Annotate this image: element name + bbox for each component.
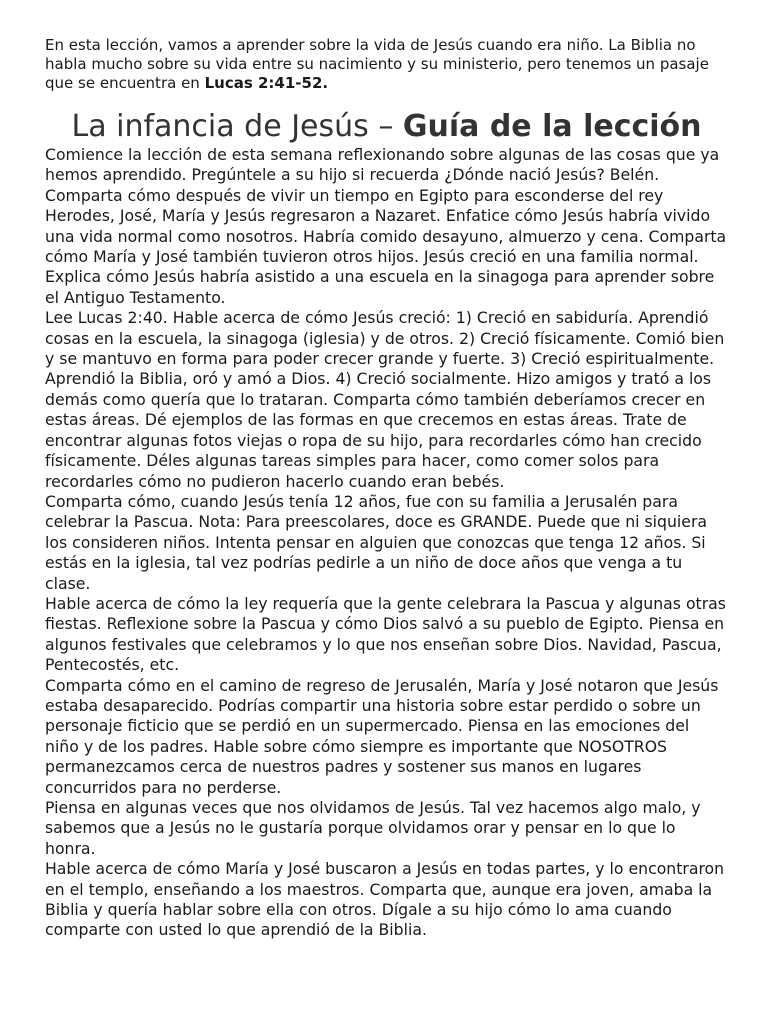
- scripture-reference: Lucas 2:41-52.: [204, 74, 329, 92]
- lesson-body: [45, 145, 728, 941]
- intro-paragraph: [45, 36, 728, 93]
- paragraph-7: Hable acerca de cómo María y José buscaron a Jesús en todas partes, y lo encontraron en el templo, enseñando a los maestros. Comparta que, aunque era joven, amaba la Biblia y quería hablar sobre ella con otros. Dígale a su hijo cómo lo ama cuando comparte con usted lo que aprendió de la Biblia.: [45, 859, 725, 940]
- title-bold: Guía de la lección: [402, 109, 702, 144]
- title-regular: La infancia de Jesús –: [71, 109, 403, 144]
- intro-text: En esta lección, vamos a aprender sobre la vida de Jesús cuando era niño. La Biblia no habla mucho sobre su vida entre su nacimiento y su ministerio, pero tenemos un pasaje que se encuentra en: [45, 36, 709, 92]
- paragraph-1: Comience la lección de esta semana reflexionando sobre algunas de las cosas que ya hemos aprendido. Pregúntele a su hijo si recuerda ¿Dónde nació Jesús? Belén. Comparta cómo después de vivir un tiempo en Egipto para esconderse del rey Herodes, José, María y Jesús regresaron a Nazaret. Enfatice cómo Jesús habría vivido una vida normal como nosotros. Habría comido desayuno, almuerzo y cena. Comparta cómo María y José también tuvieron otros hijos. Jesús creció en una familia normal. Explica cómo Jesús habría asistido a una escuela en la sinagoga para aprender sobre el Antiguo Testamento.: [45, 145, 727, 307]
- paragraph-3: Comparta cómo, cuando Jesús tenía 12 años, fue con su familia a Jerusalén para celebrar la Pascua. Nota: Para preescolares, doce es GRANDE. Puede que ni siquiera los consideren niños. Intenta pensar en alguien que conozcas que tenga 12 años. Si estás en la iglesia, tal vez podrías pedirle a un niño de doce años que venga a tu clase.: [45, 491, 708, 593]
- paragraph-4: Hable acerca de cómo la ley requería que la gente celebrara la Pascua y algunas otras fiestas. Reflexione sobre la Pascua y cómo Dios salvó a su pueblo de Egipto. Piensa en algunos festivales que celebramos y lo que nos enseñan sobre Dios. Navidad, Pascua, Pentecostés, etc.: [45, 593, 726, 675]
- paragraph-2: Lee Lucas 2:40. Hable acerca de cómo Jesús creció: 1) Creció en sabiduría. Aprendió cosas en la escuela, la sinagoga (iglesia) y de otros. 2) Creció físicamente. Comió bien y se mantuvo en forma para poder crecer grande y fuerte. 3) Creció espiritualmente. Aprendió la Biblia, oró y amó a Dios. 4) Creció socialmente. Hizo amigos y trató a los demás como quería que lo trataran. Comparta cómo también deberíamos crecer en estas áreas. Dé ejemplos de las formas en que crecemos en estas áreas. Trate de encontrar algunas fotos viejas o ropa de su hijo, para recordarles cómo han crecido físicamente. Déles algunas tareas simples para hacer, como comer solos para recordarles cómo no pudieron hacerlo cuando eran bebés.: [45, 308, 725, 491]
- paragraph-6: Piensa en algunas veces que nos olvidamos de Jesús. Tal vez hacemos algo malo, y sabemos que a Jesús no le gustaría porque olvidamos orar y pensar en lo que lo honra.: [45, 798, 701, 858]
- lesson-title: [45, 109, 728, 145]
- paragraph-5: Comparta cómo en el camino de regreso de Jerusalén, María y José notaron que Jesús estaba desaparecido. Podrías compartir una historia sobre estar perdido o sobre un personaje ficticio que se perdió en un supermercado. Piensa en las emociones del niño y de los padres. Hable sobre cómo siempre es importante que NOSOTROS permanezcamos cerca de nuestros padres y sostener sus manos en lugares concurridos para no perderse.: [45, 675, 719, 797]
